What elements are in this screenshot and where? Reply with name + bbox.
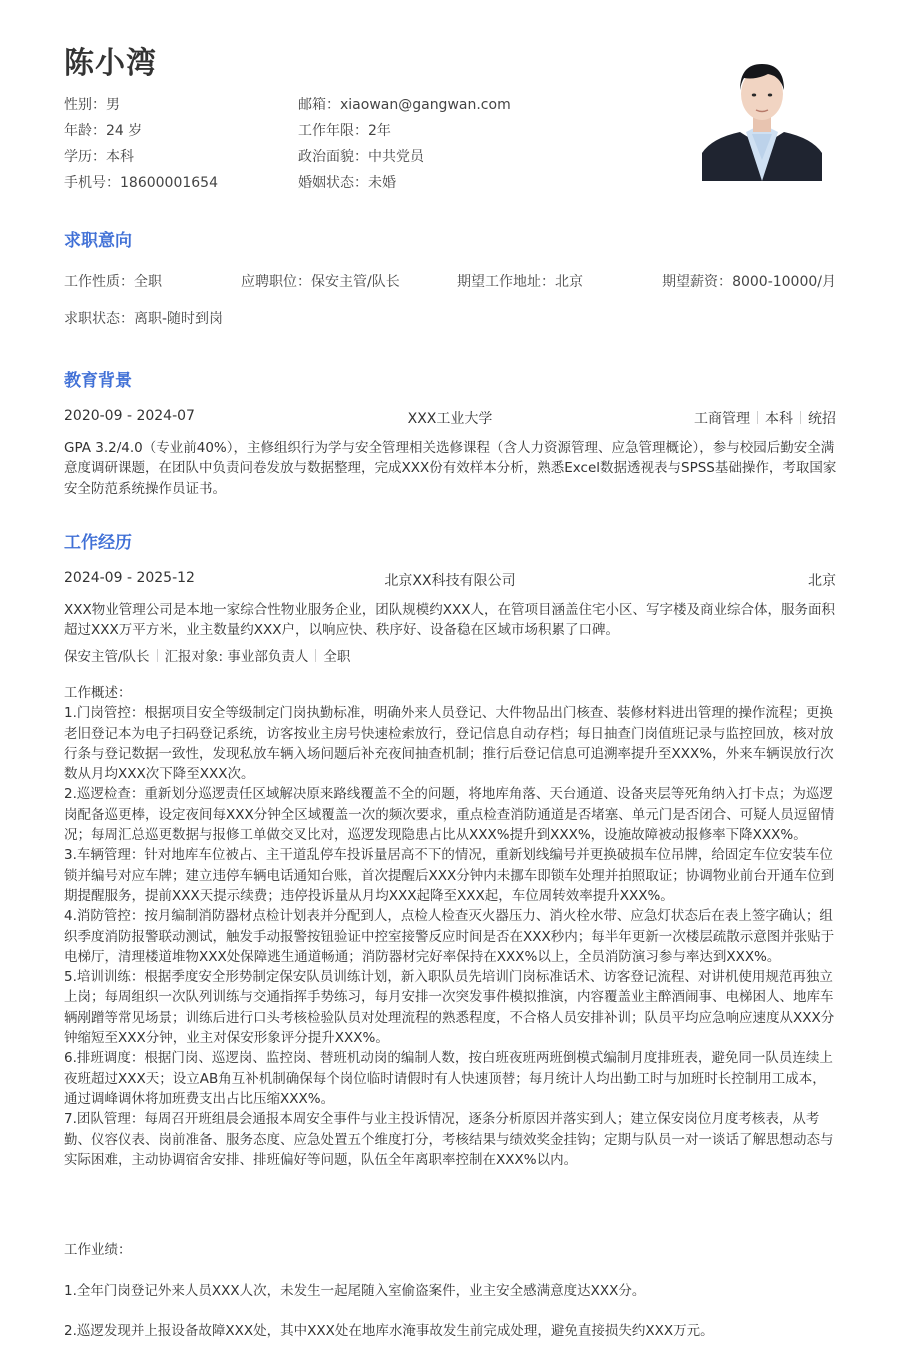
intent-city-value: 北京	[555, 274, 583, 290]
intent-position-value: 保安主管/队长	[311, 274, 400, 290]
divider	[157, 649, 158, 662]
education-degree: 本科	[765, 411, 793, 427]
intent-salary-value: 8000-10000/月	[732, 274, 836, 290]
age-label: 年龄：	[64, 123, 106, 139]
profile-photo	[702, 50, 822, 181]
intent-city	[457, 273, 583, 291]
gender-value: 男	[106, 97, 120, 113]
work-company: 北京XX科技有限公司	[384, 573, 516, 589]
politics-label: 政治面貌：	[298, 149, 368, 165]
work-report: 汇报对象: 事业部负责人	[164, 649, 309, 665]
work-role: 保安主管/队长	[64, 649, 150, 665]
phone-label: 手机号：	[64, 175, 120, 191]
intent-position	[241, 273, 400, 291]
company-description: XXX物业管理公司是本地一家综合性物业服务企业，团队规模约XXX人，在管项目涵盖住宅小区、写字楼及商业综合体，服务面积超过XXX万平方米，业主数量约XXX户，以响应快、秩序好、设备稳在区域市场积累了口碑。	[64, 602, 835, 639]
section-title-education: 教育背景	[64, 371, 132, 391]
work-result-item: 1.全年门岗登记外来人员XXX人次，未发生一起尾随入室偷盗案件，业主安全感满意度达XXX分。	[64, 1282, 646, 1299]
education-level-value: 本科	[106, 149, 134, 165]
intent-type-label: 工作性质：	[64, 274, 134, 290]
age-value: 24 岁	[106, 123, 143, 139]
divider	[315, 649, 316, 662]
intent-city-label: 期望工作地址：	[457, 274, 555, 290]
marital-value: 未婚	[368, 175, 396, 191]
email-label: 邮箱：	[298, 97, 340, 113]
education-major: 工商管理	[694, 411, 750, 427]
work-years-label: 工作年限：	[298, 123, 368, 139]
section-title-job-intent: 求职意向	[64, 231, 132, 251]
phone-value: 18600001654	[120, 175, 218, 191]
education-level-line	[64, 148, 134, 166]
candidate-name: 陈小湾	[64, 46, 157, 81]
intent-type-value: 全职	[134, 274, 162, 290]
gender-line	[64, 96, 120, 114]
work-years-line	[298, 122, 391, 140]
work-role-line	[64, 647, 350, 667]
gender-label: 性别：	[64, 97, 106, 113]
work-result-item: 2.巡逻发现并上报设备故障XXX处，其中XXX处在地库水淹事故发生前完成处理，避免直接损失约XXX万元。	[64, 1323, 714, 1340]
intent-type	[64, 273, 162, 291]
work-overview: 工作概述： 1.门岗管控：根据项目安全等级制定门岗执勤标准，明确外来人员登记、大件物品出门核查、装修材料进出管理的操作流程；更换老旧登记本为电子扫码登记系统，访客按业主房号快速检索放行，登记信息自动存档；每日抽查门岗值班记录与监控回放，核对放行条与登记数据一致性，发现私放车辆入场问题后补充夜间抽查机制；推行后登记信息可追溯率提升至XXX%，外来车辆误放行次数从月均XXX次下降至XXX次。 2.巡逻检查：重新划分巡逻责任区域解决原来路线覆盖不全的问题，将地库角落、天台通道、设备夹层等死角纳入打卡点；为巡逻岗配备巡更棒，设定夜间每XXX分钟全区域覆盖一次的频次要求，重点检查消防通道是否堵塞、单元门是否闭合、可疑人员逗留情况；每周汇总巡更数据与报修工单做交叉比对，巡逻发现隐患占比从XXX%提升到XXX%，设施故障被动报修率下降XXX%。 3.车辆管理：针对地库车位被占、主干道乱停车投诉量居高不下的情况，重新划线编号并更换破损车位吊牌，给固定车位安装车位锁并编号对应车牌；建立违停车辆电话通知台账，首次提醒后XXX分钟内未挪车即锁车处理并拍照取证；协调物业前台开通车位到期提醒服务，提前XXX天提示续费；违停投诉量从月均XXX起降至XXX起，车位周转效率提升XXX%。 4.消防管控：按月编制消防器材点检计划表并分配到人，点检人检查灭火器压力、消火栓水带、应急灯状态后在表上签字确认；组织季度消防报警联动测试，触发手动报警按钮验证中控室接警反应时间是否在XXX秒内；每半年更新一次楼层疏散示意图并张贴于电梯厅，清理楼道堆物XXX处保障逃生通道畅通；消防器材完好率保持在XXX%以上，全员消防演习参与率达到XXX%。 5.培训训练：根据季度安全形势制定保安队员训练计划，新入职队员先培训门岗标准话术、访客登记流程、对讲机使用规范再独立上岗；每周组织一次队列训练与交通指挥手势练习，每月安排一次突发事件模拟推演，内容覆盖业主醉酒闹事、电梯困人、地库车辆剐蹭等常见场景；训练后进行口头考核检验队员对处理流程的熟悉程度，不合格人员安排补训；队员平均应急响应速度从XXX分钟缩短至XXX分钟，业主对保安形象评分提升XXX%。 6.排班调度：根据门岗、巡逻岗、监控岗、替班机动岗的编制人数，按白班夜班两班倒模式编制月度排班表，避免同一队员连续上夜班超过XXX天；设立AB角互补机制确保每个岗位临时请假时有人快速顶替；每月统计人均出勤工时与加班时长控制用工成本，通过调峰调休将加班费支出占比压缩XXX%。 7.团队管理：每周召开班组晨会通报本周安全事件与业主投诉情况，逐条分析原因并落实到人；建立保安岗位月度考核表，从考勤、仪容仪表、岗前准备、服务态度、应急处置五个维度打分，考核结果与绩效奖金挂钩；定期与队员一对一谈话了解思想动态与实际困难，主动协调宿舍安排、排班偏好等问题，队伍全年离职率控制在XXX%以内。	[64, 685, 835, 1168]
education-header-row	[64, 408, 836, 428]
work-years-value: 2年	[368, 123, 391, 139]
intent-position-label: 应聘职位：	[241, 274, 311, 290]
politics-value: 中共党员	[368, 149, 424, 165]
intent-salary	[662, 273, 836, 291]
intent-status-value: 离职-随时到岗	[134, 311, 224, 327]
intent-status-label: 求职状态：	[64, 311, 134, 327]
divider	[757, 411, 758, 424]
email-value: xiaowan@gangwan.com	[340, 97, 511, 113]
age-line	[64, 122, 142, 140]
politics-line	[298, 148, 424, 166]
divider	[800, 411, 801, 424]
work-city: 北京	[808, 573, 836, 589]
intent-salary-label: 期望薪资：	[662, 274, 733, 290]
intent-status	[64, 310, 223, 328]
education-type: 统招	[808, 411, 836, 427]
work-results-title: 工作业绩：	[64, 1242, 132, 1259]
email-line	[298, 96, 511, 114]
marital-line	[298, 174, 396, 192]
work-type: 全职	[323, 649, 351, 665]
work-period: 2024-09 - 2025-12	[64, 570, 195, 586]
education-period: 2020-09 - 2024-07	[64, 408, 195, 424]
section-title-work-experience: 工作经历	[64, 533, 132, 553]
marital-label: 婚姻状态：	[298, 175, 368, 191]
education-description: GPA 3.2/4.0（专业前40%），主修组织行为学与安全管理相关选修课程（含人力资源管理、应急管理概论），参与校园后勤安全满意度调研课题，在团队中负责问卷发放与数据整理，完成XXX份有效样本分析，熟悉Excel数据透视表与SPSS基础操作，考取国家安全防范系统操作员证书。	[64, 440, 837, 497]
work-header-row	[64, 570, 836, 590]
education-school: XXX工业大学	[407, 411, 493, 427]
education-level-label: 学历：	[64, 149, 106, 165]
education-details	[694, 408, 836, 428]
work-results	[64, 1220, 838, 1362]
phone-line	[64, 174, 218, 192]
